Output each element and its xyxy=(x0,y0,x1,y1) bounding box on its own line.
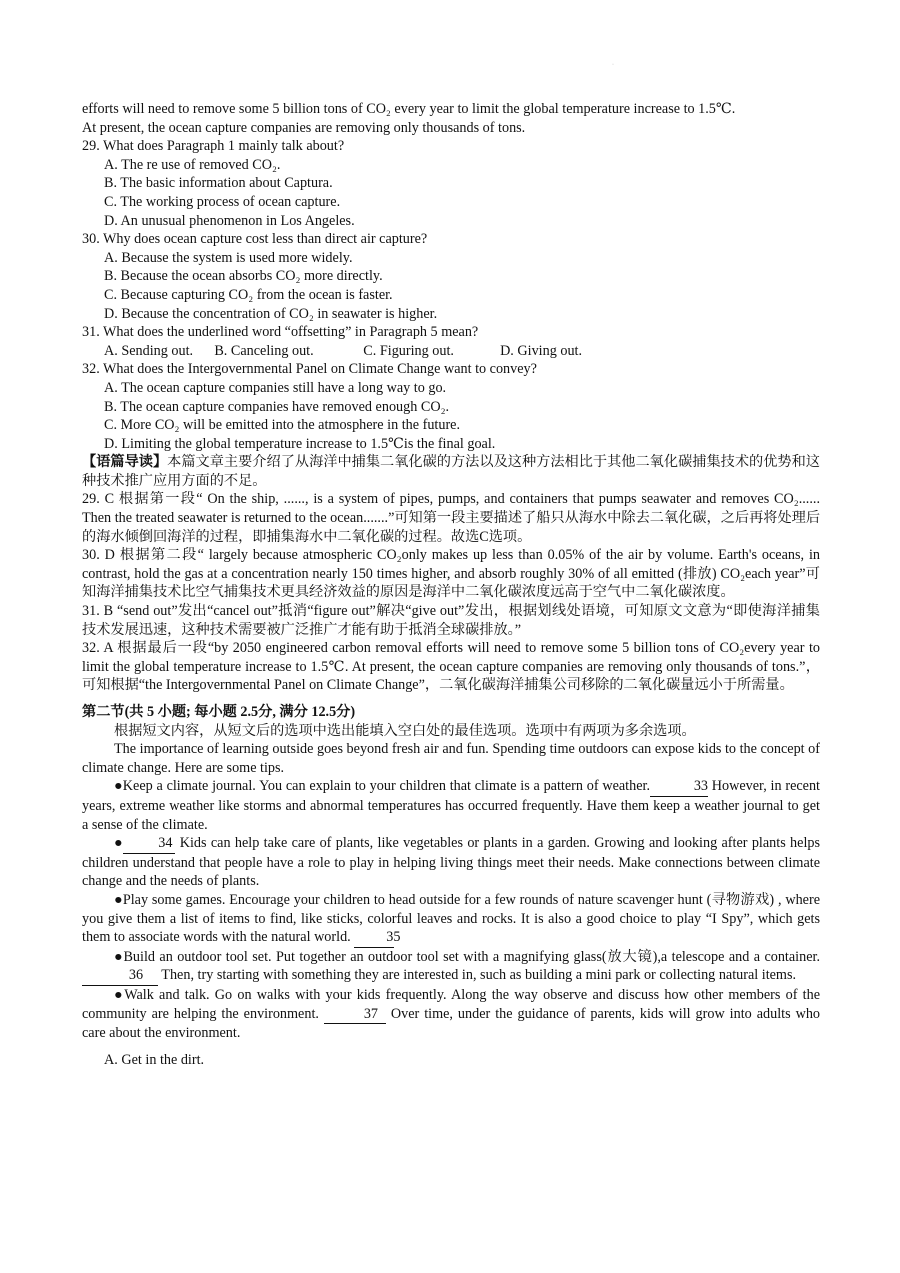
question-30: 30. Why does ocean capture cost less than direct air capture? xyxy=(82,231,428,248)
option-29a: A. The re use of removed CO₂. xyxy=(104,156,281,173)
section2-heading: 第二节(共 5 小题; 每小题 2.5分, 满分 12.5分) xyxy=(82,704,356,720)
option-32d: D. Limiting the global temperature increase to 1.5℃is the final goal. xyxy=(104,435,496,452)
answer-31: 31. B “send out”发出“cancel out”抵消“figure out”解决“give out”发出，根据划线处语境，可知原文文意为“即使海洋捕集技术发展迅速，这种技术需要被广泛推广才能有助于抵消全球碳排放。” xyxy=(82,603,820,638)
option-32c: C. More CO₂ will be emitted into the atmosphere in the future. xyxy=(104,417,461,434)
answer-30: 30. D 根据第二段“ largely because atmospheric CO₂only makes up less than 0.05% of the air by volume. Earth's oceans, in contrast, hold the gas at a concentration nearly 150 times higher, and absorb roughly 30% of all emitted (排放) CO₂each year”可知海洋捕集技术比空气捕集技术更具经济效益的原因是海洋中二氧化碳浓度远高于空气中二氧化碳浓度。 xyxy=(82,547,820,601)
option-29c: C. The working process of ocean capture. xyxy=(104,193,341,210)
tip-4-text-b: Then, try starting with something they are interested in, such as building a mini park or collecting natural items. xyxy=(161,967,797,984)
tip-5 xyxy=(82,986,820,1043)
choice-a: A. Get in the dirt. xyxy=(104,1051,205,1068)
blank-35[interactable]: 35 xyxy=(354,928,394,948)
tip-1 xyxy=(82,777,820,834)
intro-line-1: efforts will need to remove some 5 billion tons of CO₂ every year to limit the global temperature increase to 1.5℃. xyxy=(82,101,736,117)
guide-text: 本篇文章主要介绍了从海洋中捕集二氧化碳的方法以及这种方法相比于其他二氧化碳捕集技术的优势和这种技术推广应用方面的不足。 xyxy=(82,454,820,489)
section2-instruction: 根据短文内容，从短文后的选项中选出能填入空白处的最佳选项。选项中有两项为多余选项。 xyxy=(114,722,696,739)
option-30a: A. Because the system is used more widely. xyxy=(104,249,353,266)
blank-37[interactable]: 37 xyxy=(324,1005,386,1025)
option-29d: D. An unusual phenomenon in Los Angeles. xyxy=(104,212,355,229)
option-30c: C. Because capturing CO₂ from the ocean is faster. xyxy=(104,286,393,303)
document-page xyxy=(82,100,820,1069)
tip-1-text-a: ●Keep a climate journal. You can explain to your children that climate is a pattern of weather. xyxy=(114,778,650,795)
tip-2-text: Kids can help take care of plants, like vegetables or plants in a garden. Growing and looking after plants helps children understand that people have a role to play in helping living things meet their needs. Make connections between climate change and the needs of plants. xyxy=(82,835,821,890)
tip-2 xyxy=(82,834,820,891)
bullet-icon: ● xyxy=(114,835,124,852)
question-31: 31. What does the underlined word “offsetting” in Paragraph 5 mean? xyxy=(82,324,479,341)
tip-4 xyxy=(82,948,820,986)
option-30b: B. Because the ocean absorbs CO₂ more directly. xyxy=(104,268,383,285)
tip-3 xyxy=(82,891,820,948)
passage-para-1: The importance of learning outside goes beyond fresh air and fun. Spending time outdoors can expose kids to the concept of climate change. Here are some tips. xyxy=(82,741,820,776)
tip-5-text-b: Over time, under the guidance of parents, kids will grow into adults who care about the environment. xyxy=(82,1005,821,1042)
tip-1-text-b: However, in recent years, extreme weather like storms and abnormal temperatures has occurred frequently. Have them keep a weather journal to get a sense of the climate. xyxy=(82,778,820,833)
options-spacer xyxy=(82,1043,820,1051)
guide-tag: 【语篇导读】 xyxy=(82,454,168,471)
blank-36[interactable]: 36 xyxy=(82,966,158,986)
option-30d: D. Because the concentration of CO₂ in seawater is higher. xyxy=(104,305,438,322)
option-32b: B. The ocean capture companies have removed enough CO₂. xyxy=(104,398,450,415)
reading-guide xyxy=(82,453,820,490)
question-29: 29. What does Paragraph 1 mainly talk about? xyxy=(82,138,345,155)
answer-29: 29. C 根据第一段“ On the ship, ......, is a system of pipes, pumps, and containers that pumps seawater and removes CO₂...... Then the treated seawater is returned to the ocean.......”可知第一段主要描述了船只从海水中除去二氧化碳，之后再将处理后的海水倾倒回海洋的过程，即捕集海水中二氧化碳的过程。故选C选项。 xyxy=(82,491,821,545)
options-31: A. Sending out. B. Canceling out. C. Figuring out. D. Giving out. xyxy=(104,342,583,359)
blank-34[interactable]: 34 xyxy=(123,834,175,854)
tip-3-text: ●Play some games. Encourage your children to head outside for a few rounds of nature scavenger hunt (寻物游戏) , where you give them a list of items to find, like sticks, colorful leaves and rocks. It is also a good choice to play “I Spy”, which gets them to associate words with the natural world. xyxy=(82,891,820,946)
tip-5-text-a: ●Walk and talk. Go on walks with your kids frequently. Along the way observe and discuss how other members of the community are helping the environment. xyxy=(82,986,820,1022)
blank-33[interactable]: 33 xyxy=(650,777,708,797)
option-32a: A. The ocean capture companies still have a long way to go. xyxy=(104,379,447,396)
option-29b: B. The basic information about Captura. xyxy=(104,175,333,192)
section-spacer xyxy=(82,695,820,703)
answer-32: 32. A 根据最后一段“by 2050 engineered carbon removal efforts will need to remove some 5 billion tons of CO₂every year to limit the global temperature increase to 1.5℃. At present, the ocean capture companies are removing only thousands of tons.”，可知根据“the Intergovernmental Panel on Climate Change”，二氧化碳海洋捕集公司移除的二氧化碳量远小于所需量。 xyxy=(82,640,820,694)
tip-4-text-a: ●Build an outdoor tool set. Put together an outdoor tool set with a magnifying glass(放大镜),a telescope and a container. xyxy=(114,948,820,965)
header-mark: · xyxy=(612,62,614,68)
question-32: 32. What does the Intergovernmental Panel on Climate Change want to convey? xyxy=(82,361,537,378)
intro-line-2: At present, the ocean capture companies are removing only thousands of tons. xyxy=(82,119,526,136)
